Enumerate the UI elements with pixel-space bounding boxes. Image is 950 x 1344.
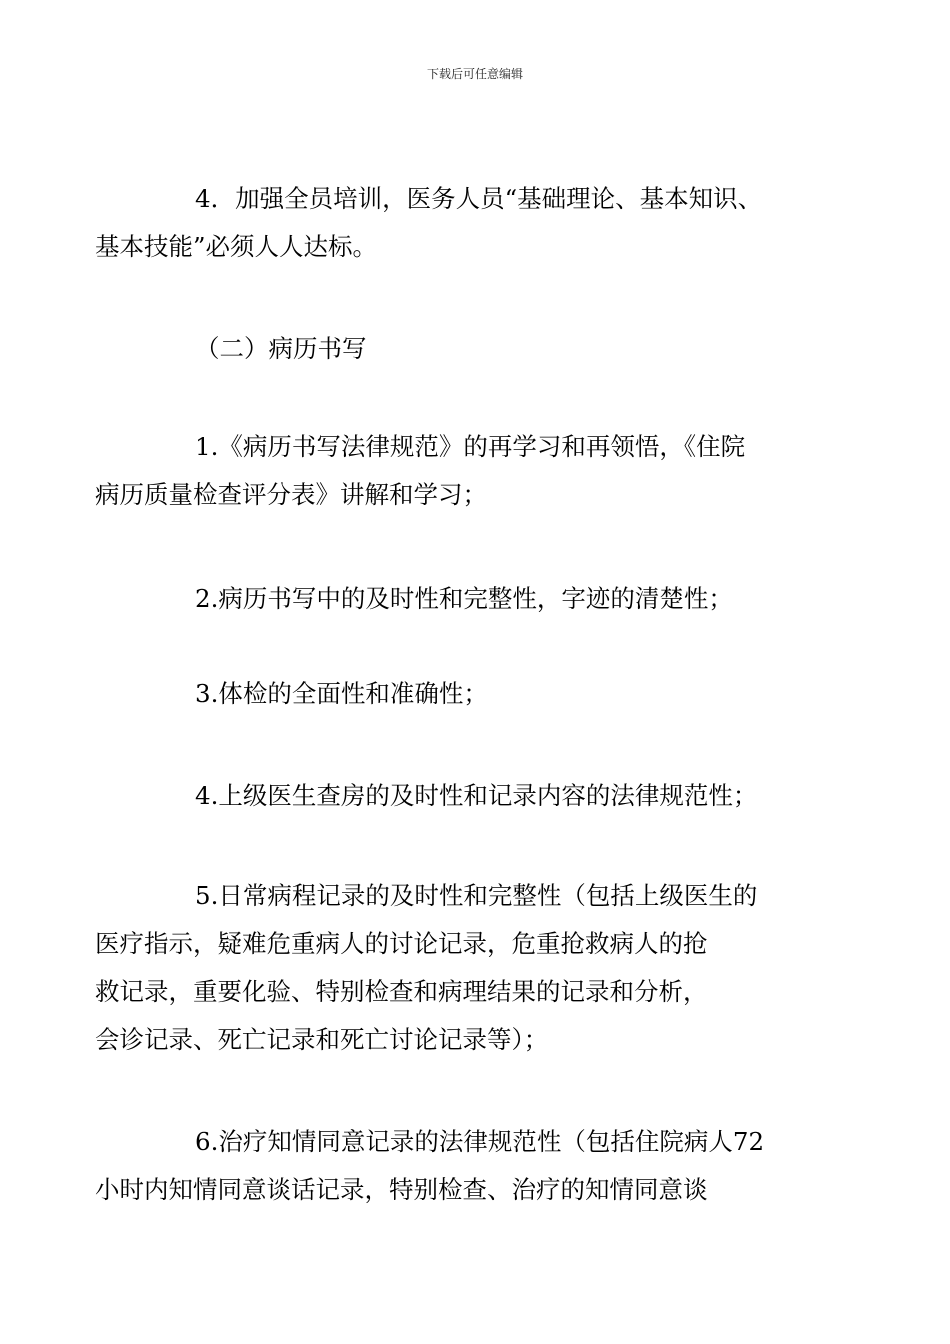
paragraph-line: 救记录，重要化验、特别检查和病理结果的记录和分析， [95,977,708,1006]
paragraph-line: 病历质量检查评分表》讲解和学习； [95,480,487,509]
paragraph-line: 小时内知情同意谈话记录，特别检查、治疗的知情同意谈 [95,1175,708,1204]
paragraph-line: 1.《病历书写法律规范》的再学习和再领悟，《住院 [195,432,746,461]
paragraph-line: 医疗指示，疑难危重病人的讨论记录，危重抢救病人的抢 [95,929,708,958]
paragraph-item-5 [95,872,810,1064]
paragraph-item-1 [95,423,810,519]
heading-line: （二）病历书写 [195,334,367,363]
paragraph-line: 4.上级医生查房的及时性和记录内容的法律规范性； [195,781,758,810]
paragraph-line: 4．加强全员培训，医务人员“基础理论、基本知识、 [195,184,763,213]
paragraph-line: 6.治疗知情同意记录的法律规范性（包括住院病人72 [195,1127,765,1156]
paragraph-item-2 [145,575,810,623]
paragraph-training [95,175,810,271]
paragraph-item-3 [145,670,810,718]
page-header: 下载后可任意编辑 [426,67,523,81]
paragraph-line: 会诊记录、死亡记录和死亡讨论记录等）； [95,1025,549,1054]
paragraph-line: 5.日常病程记录的及时性和完整性（包括上级医生的 [195,881,758,910]
paragraph-item-6 [95,1118,810,1214]
paragraph-item-4 [145,772,810,820]
paragraph-line: 3.体检的全面性和准确性； [195,679,488,708]
paragraph-line: 基本技能”必须人人达标。 [95,232,378,261]
paragraph-line: 2.病历书写中的及时性和完整性，字迹的清楚性； [195,584,733,613]
section-heading [145,325,810,373]
